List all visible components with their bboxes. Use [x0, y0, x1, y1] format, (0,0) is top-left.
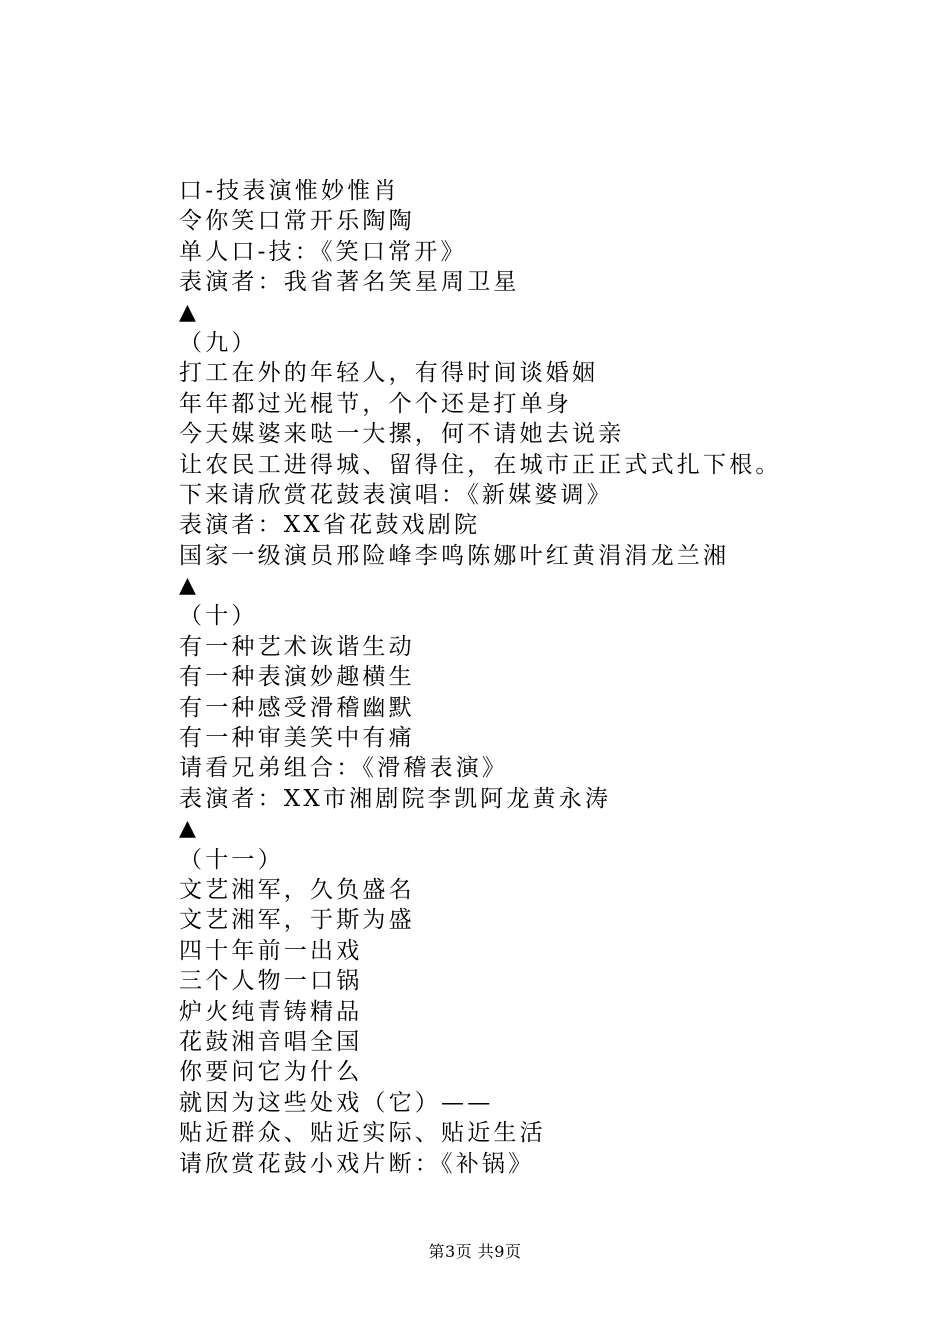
text-line: 四十年前一出戏 — [179, 937, 363, 964]
text-line: 表演者：XX省花鼓戏剧院 — [179, 512, 481, 539]
section-heading: （十一） — [179, 846, 284, 873]
text-line: 让农民工进得城、留得住，在城市正正式式扎下根。 — [179, 451, 782, 478]
text-line: 单人口-技：《笑口常开》 — [179, 238, 467, 265]
text-line: 有一种感受滑稽幽默 — [179, 694, 415, 721]
section-heading: （九） — [179, 329, 258, 356]
text-line: 有一种艺术诙谐生动 — [179, 633, 415, 660]
text-line: 请看兄弟组合：《滑稽表演》 — [179, 755, 509, 782]
text-line: 就因为这些处戏（它）—— — [179, 1089, 494, 1116]
text-line: 三个人物一口锅 — [179, 968, 363, 995]
text-line: 文艺湘军，久负盛名 — [179, 876, 415, 903]
triangle-marker-icon: ▲ — [179, 299, 196, 325]
text-line: 打工在外的年轻人，有得时间谈婚姻 — [179, 360, 599, 387]
text-line: 表演者：XX市湘剧院李凯阿龙黄永涛 — [179, 785, 612, 812]
text-line: 有一种审美笑中有痛 — [179, 725, 415, 752]
text-line: 请欣赏花鼓小戏片断：《补锅》 — [179, 1150, 535, 1177]
text-line: 年年都过光棍节，个个还是打单身 — [179, 390, 572, 417]
text-line: 有一种表演妙趣横生 — [179, 664, 415, 691]
text-line: 令你笑口常开乐陶陶 — [179, 208, 415, 235]
text-line: 国家一级演员邢险峰李鸣陈娜叶红黄涓涓龙兰湘 — [179, 542, 730, 569]
text-line: 文艺湘军，于斯为盛 — [179, 907, 415, 934]
text-line: 口-技表演惟妙惟肖 — [179, 178, 400, 204]
page-number-footer: 第3页 共9页 — [428, 1242, 522, 1261]
section-heading: （十） — [179, 603, 258, 630]
triangle-marker-icon: ▲ — [179, 573, 196, 599]
text-line: 今天媒婆来哒一大摞，何不请她去说亲 — [179, 421, 625, 448]
triangle-marker-icon: ▲ — [179, 816, 196, 842]
text-line: 你要问它为什么 — [179, 1059, 363, 1086]
text-line: 下来请欣赏花鼓表演唱：《新媒婆调》 — [179, 481, 613, 508]
text-line: 贴近群众、贴近实际、贴近生活 — [179, 1120, 546, 1147]
document-body — [179, 176, 879, 1179]
text-line: 表演者：我省著名笑星周卫星 — [179, 269, 520, 296]
text-line: 炉火纯青铸精品 — [179, 998, 363, 1025]
text-line: 花鼓湘音唱全国 — [179, 1028, 363, 1055]
